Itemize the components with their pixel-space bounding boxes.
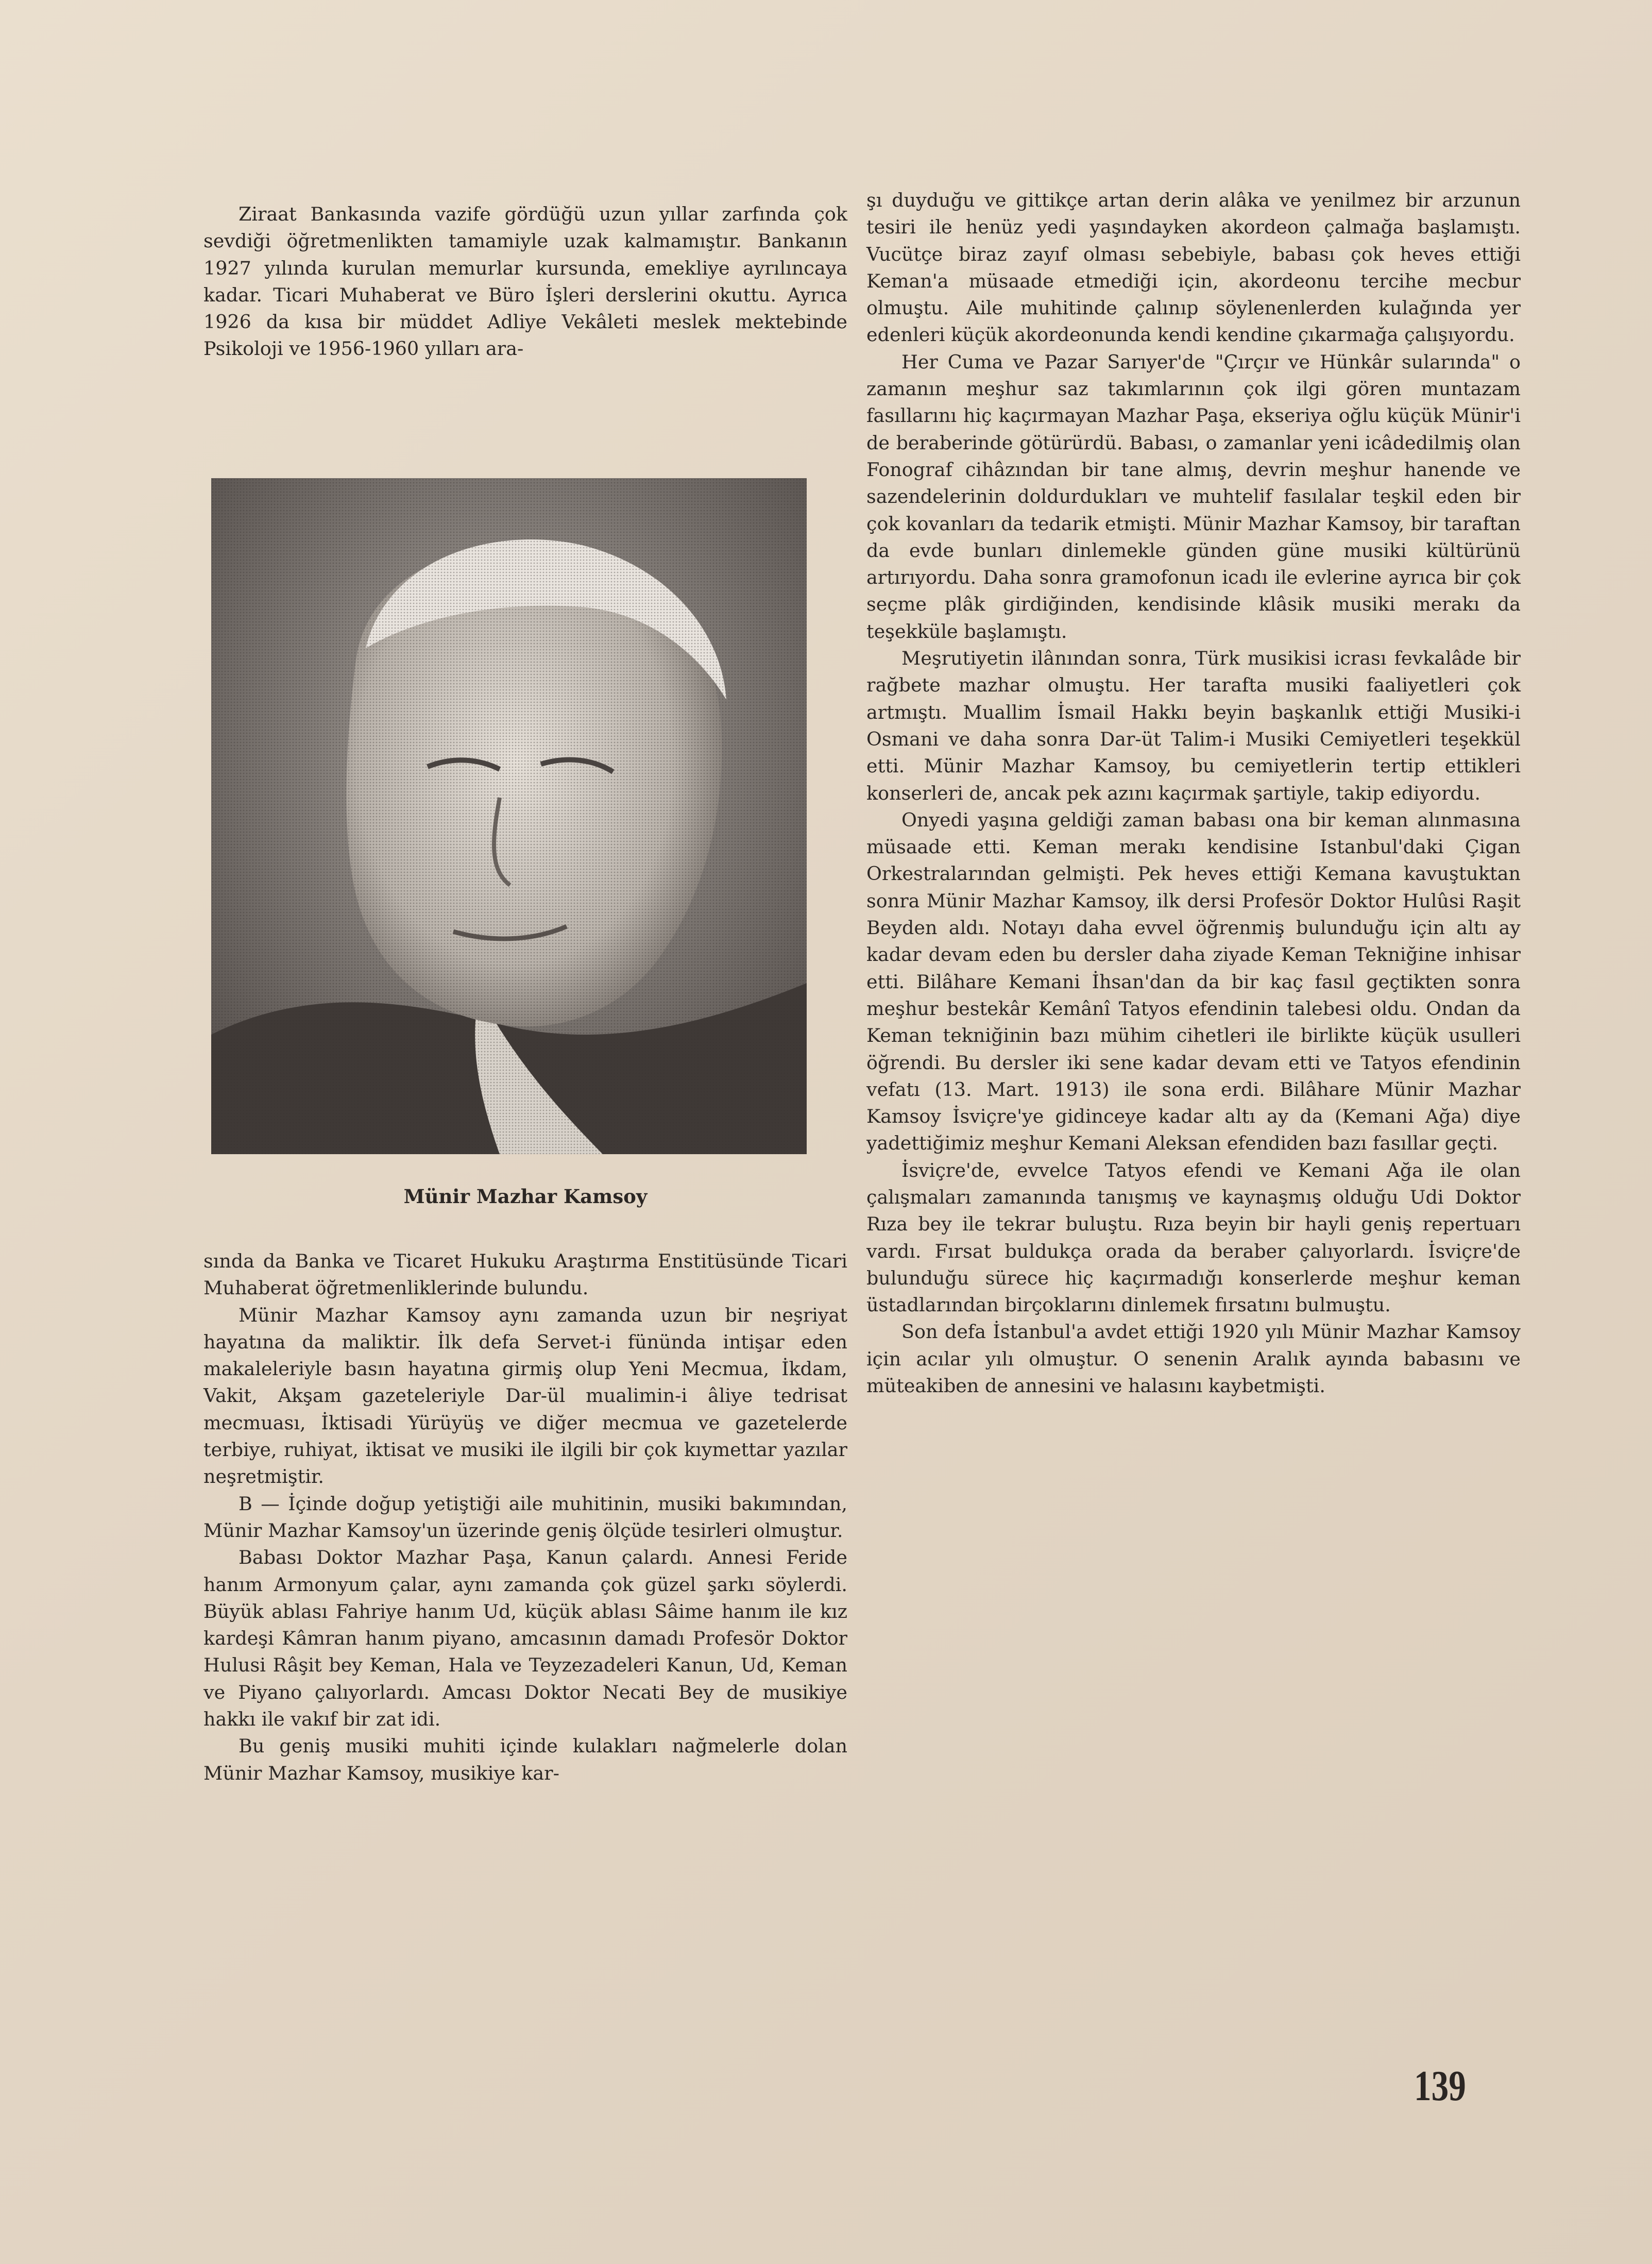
paragraph: B — İçinde doğup yetiştiği aile muhitinin, musiki bakımından, Münir Mazhar Kamsoy'un üzerinde geniş ölçüde tesirleri olmuştur. bbox=[203, 1492, 847, 1542]
paragraph: Babası Doktor Mazhar Paşa, Kanun çalardı. Annesi Feride hanım Armonyum çalar, aynı zamanda çok güzel şarkı söylerdi. Büyük ablası Fahriye hanım Ud, küçük ablası Sâime hanım ile kız kardeşi Kâmran hanım piyano, amcasının damadı Profesör Doktor Hulusi Râşit bey Keman, Hala ve Teyzezadeleri Kanun, Ud, Keman ve Piyano çalıyorlardı. Amcası Doktor Necati Bey de musikiye hakkı ile vakıf bir zat idi. bbox=[203, 1546, 847, 1731]
paragraph: Meşrutiyetin ilânından sonra, Türk musikisi icrası fevkalâde bir rağbete mazhar olmuştu. Her tarafta musiki faaliyetleri çok artmıştı. Muallim İsmail Hakkı beyin başkanlık ettiği Musiki-i Osmani ve daha sonra Dar-üt Talim-i Musiki Cemiyetleri teşekkül etti. Münir Mazhar Kamsoy, bu cemiyetlerin tertip ettikleri konserleri de, ancak pek azını kaçırmak şartiyle, takip ediyordu. bbox=[866, 647, 1521, 804]
paragraph: şı duyduğu ve gittikçe artan derin alâka ve yenilmez bir arzunun tesiri ile henüz yedi yaşındayken akordeon çalmağa başlamıştı. Vucütçe biraz zayıf olması sebebiyle, babası çok heves ettiği Keman'a müsaade etmediği için, akordeonu tercihe mecbur olmuştu. Aile muhitinde çalınıp söylenenlerden kulağında yer edenleri küçük akordeonunda kendi kendine çıkarmağa çalışıyordu. bbox=[866, 189, 1521, 346]
paragraph: Her Cuma ve Pazar Sarıyer'de "Çırçır ve Hünkâr sularında" o zamanın meşhur saz takımlarının çok ilgi gören muntazam fasıllarını hiç kaçırmayan Mazhar Paşa, ekseriya oğlu küçük Münir'i de beraberinde götürürdü. Babası, o zamanlar yeni icâdedilmiş olan Fonograf cihâzından bir tane almış, devrin meşhur hanende ve sazendelerinin doldurdukları ve muhtelif fasılalar teşkil eden bir çok kovanları da tedarik etmişti. Münir Mazhar Kamsoy, bir taraftan da evde bunları dinlemekle günden güne musiki kültürünü artırıyordu. Daha sonra gramofonun icadı ile evlerine ayrıca bir çok seçme plâk girdiğinden, kendisinde klâsik musiki merakı da teşekküle başlamıştı. bbox=[866, 350, 1521, 643]
paragraph: Bu geniş musiki muhiti içinde kulakları nağmelerle dolan Münir Mazhar Kamsoy, musikiye kar- bbox=[203, 1735, 847, 1784]
paragraph: İsviçre'de, evvelce Tatyos efendi ve Kemani Ağa ile olan çalışmaları zamanında tanışmış ve kaynaşmış olduğu Udi Doktor Rıza bey ile tekrar buluştu. Rıza beyin bir hayli geniş repertuarı vardı. Fırsat buldukça orada da beraber çalıyorlardı. İsviçre'de bulunduğu sürece hiç kaçırmadığı konserlerde meşhur keman üstadlarından birçoklarını dinlemek fırsatını bulmuştu. bbox=[866, 1159, 1521, 1316]
right-column bbox=[866, 187, 1521, 1399]
portrait-photo bbox=[211, 478, 807, 1154]
paragraph: Onyedi yaşına geldiği zaman babası ona bir keman alınmasına müsaade etti. Keman merakı kendisine Istanbul'daki Çigan Orkestralarından gelmişti. Pek heves ettiği Kemana kavuştuktan sonra Münir Mazhar Kamsoy, ilk dersi Profesör Doktor Hulûsi Raşit Beyden aldı. Notayı daha evvel öğrenmiş bulunduğu için altı ay kadar devam eden bu dersler daha ziyade Keman Tekniğine inhisar etti. Bilâhare Kemani İhsan'dan da bir kaç fasıl geçtikten sonra meşhur bestekâr Kemânî Tatyos efendinin talebesi oldu. Ondan da Keman tekniğinin bazı mühim cihetleri ile birlikte küçük usulleri öğrendi. Bu dersler iki sene kadar devam etti ve Tatyos efendinin vefatı (13. Mart. 1913) ile sona erdi. Bilâhare Münir Mazhar Kamsoy İsviçre'ye gidinceye kadar altı ay da (Kemani Ağa) diye yadettiğimiz meşhur Kemani Aleksan efendiden bazı fasıllar geçti. bbox=[866, 808, 1521, 1155]
page-number: 139 bbox=[1414, 2062, 1466, 2110]
paragraph: Son defa İstanbul'a avdet ettiği 1920 yılı Münir Mazhar Kamsoy için acılar yılı olmuştur. O senenin Aralık ayında babasını ve müteakiben de annesini ve halasını kaybetmişti. bbox=[866, 1321, 1521, 1397]
left-column-bottom bbox=[203, 1248, 847, 1787]
left-column-top bbox=[203, 201, 847, 363]
photo-caption: Münir Mazhar Kamsoy bbox=[403, 1185, 648, 1208]
paragraph: Münir Mazhar Kamsoy aynı zamanda uzun bir neşriyat hayatına da maliktir. İlk defa Servet-i fününda intişar eden makaleleriyle basın hayatına girmiş olup Yeni Mecmua, İkdam, Vakit, Akşam gazeteleriyle Dar-ül mualimin-i âliye tedrisat mecmuası, İktisadi Yürüyüş ve diğer mecmua ve gazetelerde terbiye, ruhiyat, iktisat ve musiki ile ilgili bir çok kıymettar yazılar neşretmiştir. bbox=[203, 1304, 847, 1488]
paragraph: Ziraat Bankasında vazife gördüğü uzun yıllar zarfında çok sevdiği öğretmenlikten tamamiyle uzak kalmamıştır. Bankanın 1927 yılında kurulan memurlar kursunda, emekliye ayrılıncaya kadar. Ticari Muhaberat ve Büro İşleri derslerini okuttu. Ayrıca 1926 da kısa bir müddet Adliye Vekâleti meslek mektebinde Psikoloji ve 1956-1960 yılları ara- bbox=[203, 203, 847, 360]
paragraph: sında da Banka ve Ticaret Hukuku Araştırma Enstitüsünde Ticari Muhaberat öğretmenliklerinde bulundu. bbox=[203, 1250, 847, 1299]
